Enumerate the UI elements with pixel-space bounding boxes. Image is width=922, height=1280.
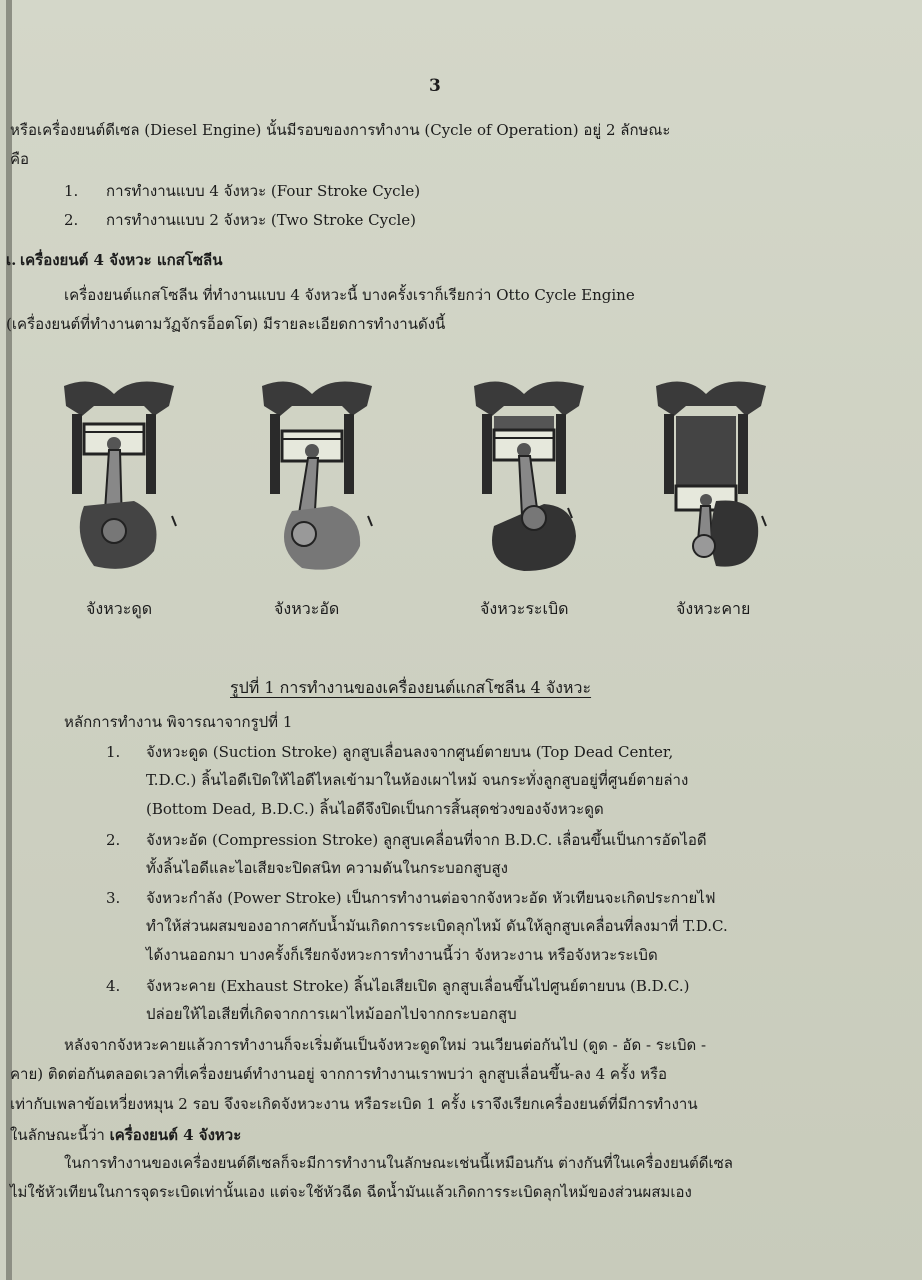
intro-line-2: คือ: [10, 150, 30, 168]
stroke-1-line-1: จังหวะดูด (Suction Stroke) ลูกสูบเลื่อนลงจากศูนย์ตายบน (Top Dead Center,: [146, 743, 674, 761]
engine-diagram-compression: [252, 376, 382, 576]
stroke-4-line-1: จังหวะคาย (Exhaust Stroke) ลิ้นไอเสียเปิด ลูกสูบเลื่อนขึ้นไปศูนย์ตายบน (B.D.C.): [146, 977, 690, 995]
page-number: 3: [429, 76, 441, 96]
stroke-1-line-3: (Bottom Dead, B.D.C.) ลิ้นไอดีจึงปิดเป็นการสิ้นสุดช่วงของจังหวะดูด: [146, 800, 604, 818]
page-edge-shadow: [6, 0, 12, 1280]
section-marker: เ.: [6, 251, 17, 269]
after-paragraph-prefix: ในลักษณะนี้ว่า: [10, 1126, 110, 1144]
section-heading: เครื่องยนต์ 4 จังหวะ แกสโซลีน: [20, 251, 223, 269]
after-paragraph-line-3: เท่ากับเพลาข้อเหวี่ยงหมุน 2 รอบ จึงจะเกิดจังหวะงาน หรือระเบิด 1 ครั้ง เราจึงเรียกเครื่องยนต์ที่มีการทำงาน: [10, 1095, 698, 1113]
diesel-paragraph-line-2: ไม่ใช้หัวเทียนในการจุดระเบิดเท่านั้นเอง แต่จะใช้หัวฉีด ฉีดน้ำมันแล้วเกิดการระเบิดลุกไหม้ของส่วนผสมเอง: [10, 1183, 692, 1201]
stroke-4-line-2: ปล่อยให้ไอเสียที่เกิดจากการเผาไหม้ออกไปจากกระบอกสูบ: [146, 1005, 517, 1023]
after-paragraph-line-2: คาย) ติดต่อกันตลอดเวลาที่เครื่องยนต์ทำงานอยู่ จากการทำงานเราพบว่า ลูกสูบเลื่อนขึ้น-ลง 4 ครั้ง หรือ: [10, 1065, 668, 1083]
figure-caption-intake: จังหวะดูด: [86, 599, 153, 618]
after-paragraph-line-4: [10, 1125, 241, 1145]
section-intro-line-1: เครื่องยนต์แกสโซลีน ที่ทำงานแบบ 4 จังหวะนี้ บางครั้งเราก็เรียกว่า Otto Cycle Engine: [64, 286, 635, 304]
cycle-item-four-stroke: การทำงานแบบ 4 จังหวะ (Four Stroke Cycle): [106, 182, 421, 200]
engine-diagram-exhaust: [646, 376, 776, 576]
engine-diagram-intake: [54, 376, 184, 576]
stroke-1-line-2: T.D.C.) ลิ้นไอดีเปิดให้ไอดีไหลเข้ามาในห้องเผาไหม้ จนกระทั่งลูกสูบอยู่ที่ศูนย์ตายล่าง: [146, 771, 689, 789]
stroke-number: 1.: [106, 743, 121, 761]
intro-line-1: หรือเครื่องยนต์ดีเซล (Diesel Engine) นั้นมีรอบของการทำงาน (Cycle of Operation) อยู่ 2 ลักษณะ: [10, 121, 671, 139]
stroke-3-line-3: ได้งานออกมา บางครั้งก็เรียกจังหวะการทำงานนี้ว่า จังหวะงาน หรือจังหวะระเบิด: [146, 946, 658, 964]
figure-caption-exhaust: จังหวะคาย: [676, 599, 751, 618]
diesel-paragraph-line-1: ในการทำงานของเครื่องยนต์ดีเซลก็จะมีการทำงานในลักษณะเช่นนี้เหมือนกัน ต่างกันที่ในเครื่องยนต์ดีเซล: [64, 1154, 733, 1172]
stroke-number: 3.: [106, 889, 121, 907]
after-paragraph-line-1: หลังจากจังหวะคายแล้วการทำงานก็จะเริ่มต้นเป็นจังหวะดูดใหม่ วนเวียนต่อกันไป (ดูด - อัด - ระเบิด -: [64, 1036, 707, 1054]
engine-diagram-power: [464, 376, 594, 576]
stroke-number: 4.: [106, 977, 121, 995]
cycle-item-two-stroke: การทำงานแบบ 2 จังหวะ (Two Stroke Cycle): [106, 211, 416, 229]
cycle-number: 1.: [64, 182, 79, 200]
document-page: [6, 0, 922, 1280]
four-stroke-term: เครื่องยนต์ 4 จังหวะ: [109, 1126, 242, 1144]
figure-caption-compression: จังหวะอัด: [274, 599, 340, 618]
figure-caption-power: จังหวะระเบิด: [480, 599, 569, 618]
section-intro-line-2: (เครื่องยนต์ที่ทำงานตามวัฏจักรอ็อตโต) มีรายละเอียดการทำงานดังนี้: [6, 315, 446, 333]
stroke-2-line-1: จังหวะอัด (Compression Stroke) ลูกสูบเคลื่อนที่จาก B.D.C. เลื่อนขึ้นเป็นการอัดไอดี: [146, 831, 707, 849]
principle-line: หลักการทำงาน พิจารณาจากรูปที่ 1: [64, 713, 293, 731]
cycle-number: 2.: [64, 211, 79, 229]
stroke-3-line-1: จังหวะกำลัง (Power Stroke) เป็นการทำงานต่อจากจังหวะอัด หัวเทียนจะเกิดประกายไฟ: [146, 889, 716, 907]
stroke-2-line-2: ทั้งลิ้นไอดีและไอเสียจะปิดสนิท ความดันในกระบอกสูบสูง: [146, 859, 508, 877]
stroke-number: 2.: [106, 831, 121, 849]
stroke-3-line-2: ทำให้ส่วนผสมของอากาศกับน้ำมันเกิดการระเบิดลุกไหม้ ดันให้ลูกสูบเคลื่อนที่ลงมาที่ T.D.C.: [146, 917, 728, 935]
figure-title: รูปที่ 1 การทำงานของเครื่องยนต์แกสโซลีน 4 จังหวะ: [230, 678, 592, 697]
